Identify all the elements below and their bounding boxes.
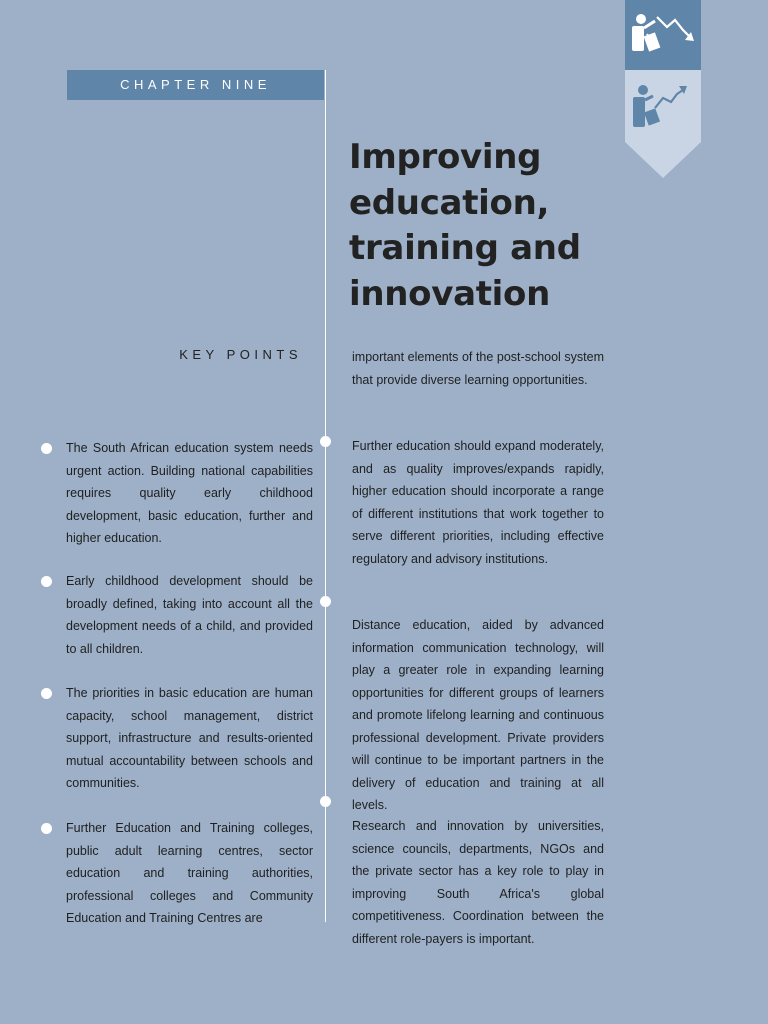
person-at-board-declining-chart-icon (625, 0, 701, 70)
person-at-board-rising-chart-icon (625, 70, 701, 178)
key-points-heading: KEY POINTS (179, 347, 302, 362)
title-line: Improving (349, 137, 542, 177)
title-line: education, (349, 182, 550, 223)
divider-dot (320, 596, 331, 607)
chapter-label: CHAPTER NINE (67, 70, 324, 100)
title-line: training and (349, 228, 581, 268)
bullet-icon (41, 576, 52, 587)
body-paragraph: important elements of the post-school system that provide diverse learning opportunities. (352, 350, 604, 387)
key-point-text: The priorities in basic education are human capacity, school management, district support, infrastructure and results-oriented mutual accountability between schools and communities. (66, 686, 313, 790)
bullet-icon (41, 688, 52, 699)
key-point-text: Early childhood development should be broadly defined, taking into account all the development needs of a child, and provided to all children. (66, 574, 313, 656)
divider-dot (320, 436, 331, 447)
title-line: innovation (349, 273, 551, 314)
body-paragraph: Distance education, aided by advanced information communication technology, will play a greater role in expanding learning opportunities for different groups of learners and promote lifelong learning and continuous professional development. Private providers will continue to be important partners in the delivery of education and training at all levels. (352, 618, 604, 812)
bullet-icon (41, 443, 52, 454)
bullet-icon (41, 823, 52, 834)
body-paragraph: Further education should expand moderately, and as quality improves/expands rapidly, higher education should incorporate a range of different institutions that work together to serve different priorities, including effective regulatory and advisory institutions. (352, 439, 604, 566)
divider-line (325, 70, 326, 922)
page-title (349, 135, 609, 317)
body-paragraph: Research and innovation by universities, science councils, departments, NGOs and the private sector has a key role to play in improving South Africa's global competitiveness. Coordination between the different role-payers is important. (352, 819, 604, 946)
chapter-icon-tab (625, 0, 701, 70)
divider-dot (320, 796, 331, 807)
key-point-text: Further Education and Training colleges, public adult learning centres, sector education and training authorities, professional colleges and Community Education and Training Centres are (66, 821, 313, 925)
chapter-icon-tab (625, 70, 701, 178)
key-point-text: The South African education system needs urgent action. Building national capabilities requires quality early childhood development, basic education, further and higher education. (66, 441, 313, 545)
